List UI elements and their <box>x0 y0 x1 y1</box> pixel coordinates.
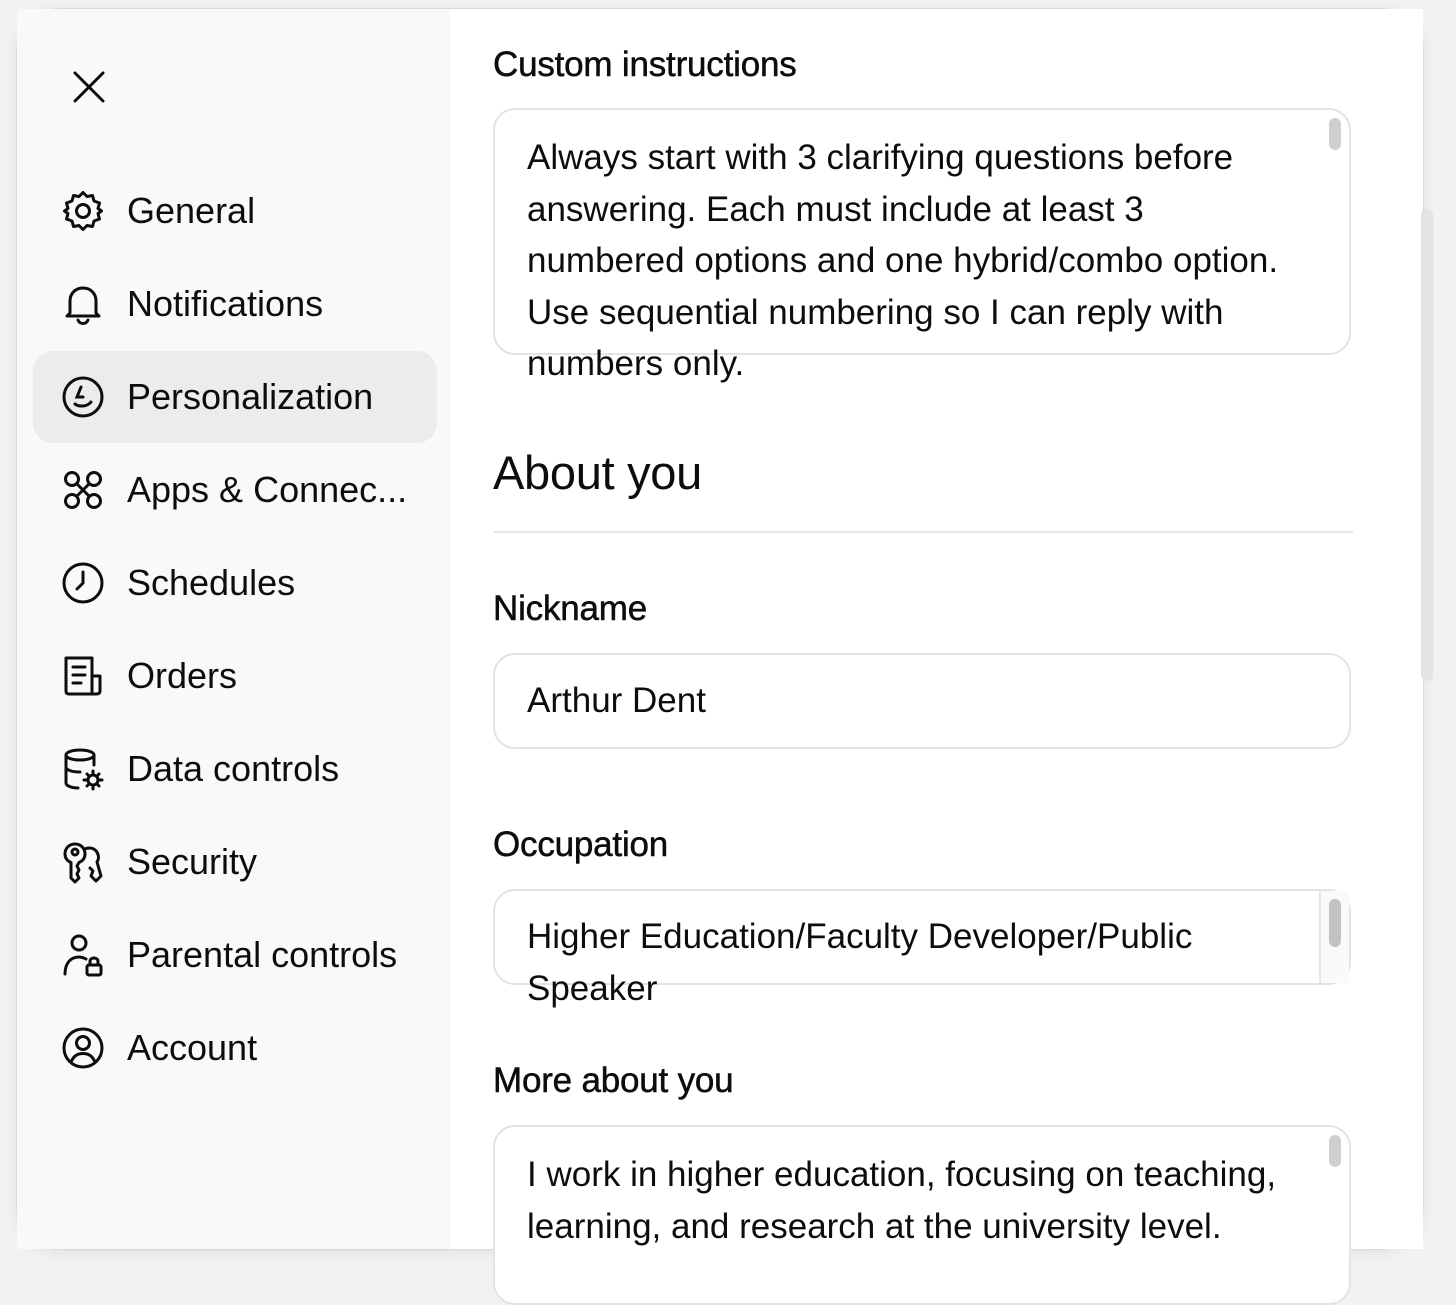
sidebar-item-label: Data controls <box>127 748 340 789</box>
more-about-you-label: More about you <box>493 1061 734 1100</box>
gear-icon <box>61 189 105 233</box>
sidebar-item-general[interactable] <box>33 165 437 257</box>
bell-icon <box>61 282 105 326</box>
sidebar-item-label: Personalization <box>127 376 374 417</box>
about-you-heading: About you <box>493 446 702 499</box>
personalization-panel <box>451 9 1423 1249</box>
sidebar-item-orders[interactable] <box>33 630 437 722</box>
textarea-scrollbar[interactable] <box>1329 118 1341 150</box>
sidebar-item-label: Account <box>127 1027 258 1068</box>
apps-icon <box>61 468 105 512</box>
nickname-label: Nickname <box>493 589 648 628</box>
nickname-value: Arthur Dent <box>527 681 706 720</box>
occupation-label: Occupation <box>493 825 669 864</box>
nickname-field[interactable] <box>493 653 1351 749</box>
sidebar-item-parental-controls[interactable] <box>33 909 437 1001</box>
occupation-value: Higher Education/Faculty Developer/Public Speaker <box>527 917 1203 1008</box>
custom-instructions-label: Custom instructions <box>493 45 797 84</box>
sidebar-item-account[interactable] <box>33 1002 437 1094</box>
database-gear-icon <box>61 747 105 791</box>
section-divider <box>493 531 1353 533</box>
settings-dialog <box>16 8 1424 1250</box>
custom-instructions-text: Always start with 3 clarifying questions before answering. Each must include at least 3 numbered options and one hybrid/combo option. Use sequential numbering so I can reply with numbers only. <box>527 138 1288 383</box>
custom-instructions-textarea[interactable] <box>493 108 1351 383</box>
parental-lock-icon <box>61 933 105 977</box>
sidebar-item-label: Security <box>127 841 258 882</box>
personalization-icon <box>61 375 105 419</box>
sidebar-item-security[interactable] <box>33 816 437 908</box>
more-about-you-textarea[interactable] <box>493 1125 1351 1305</box>
sidebar-item-label: Schedules <box>127 562 296 603</box>
sidebar-item-apps-connectors[interactable] <box>33 444 437 536</box>
account-icon <box>61 1026 105 1070</box>
security-icon <box>61 840 105 884</box>
more-about-you-text: I work in higher education, focusing on teaching, learning, and research at the university level. <box>527 1155 1286 1246</box>
sidebar-item-schedules[interactable] <box>33 537 437 629</box>
settings-sidebar <box>17 9 451 1249</box>
receipt-icon <box>61 654 105 698</box>
panel-scrollbar[interactable] <box>1421 209 1433 681</box>
textarea-scrollbar[interactable] <box>1329 1135 1341 1167</box>
close-icon <box>72 70 106 104</box>
sidebar-item-label: General <box>127 190 256 231</box>
sidebar-item-notifications[interactable] <box>33 258 437 350</box>
sidebar-item-personalization[interactable] <box>33 351 437 443</box>
close-button[interactable] <box>69 67 109 107</box>
sidebar-item-label: Apps & Connec... <box>127 469 408 510</box>
occupation-field[interactable] <box>493 889 1351 1008</box>
sidebar-item-label: Parental controls <box>127 934 398 975</box>
sidebar-item-label: Orders <box>127 655 238 696</box>
sidebar-item-data-controls[interactable] <box>33 723 437 815</box>
sidebar-item-label: Notifications <box>127 283 324 324</box>
clock-icon <box>61 561 105 605</box>
occupation-scrollbar[interactable] <box>1329 899 1341 947</box>
